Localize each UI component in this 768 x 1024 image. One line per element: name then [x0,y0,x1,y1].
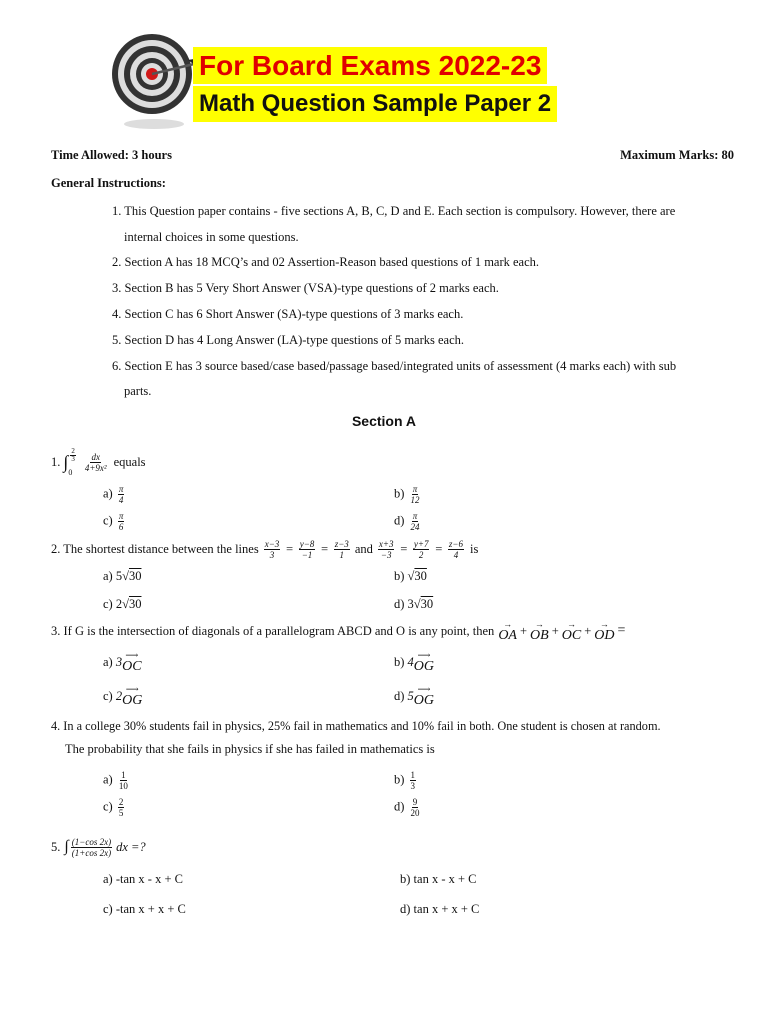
maximum-marks: Maximum Marks: 80 [620,148,734,162]
option-4d[interactable]: d) $\frac{9}{20}$ [394,797,420,818]
question-1: 1. ∫ $\frac{2}{3}$ 0 $\frac{dx}{\text{4+9x²}}$ equals [51,446,146,477]
option-3c[interactable]: c) 2 ⟶ OG [103,684,143,708]
option-2d[interactable]: d) 3√30 [394,597,434,611]
section-title: Section A [351,413,417,429]
option-1b[interactable]: b) $\frac{\pi}{12}$ [394,484,420,505]
general-instructions-title: General Instructions: [51,176,166,190]
option-3d[interactable]: d) 5 ⟶ OG [394,684,435,708]
instruction-line: 1. This Question paper contains - five sections A, B, C, D and E. Each section is compulsory. However, there are [112,204,676,218]
option-3a[interactable]: a) 3 ⟶ OC [103,650,142,674]
instruction-line: 6. Section E has 3 source based/case based/passage based/integrated units of assessment (4 marks each) with sub [112,359,677,373]
instruction-line: parts. [124,384,152,398]
option-5b[interactable]: b) tan x - x + C [400,872,477,886]
option-5d[interactable]: d) tan x + x + C [400,902,480,916]
instruction-line: 4. Section C has 6 Short Answer (SA)-type questions of 3 marks each. [112,307,464,321]
option-2c[interactable]: c) 2√30 [103,597,142,611]
option-4b[interactable]: b) $\frac{1}{3}$ [394,770,416,791]
option-5c[interactable]: c) -tan x + x + C [103,902,186,916]
instruction-line: 5. Section D has 4 Long Answer (LA)-type questions of 5 marks each. [112,333,465,347]
question-2: 2. The shortest distance between the lines $\frac{x-3}{3}$ = $\frac{y-8}{-1}$ = $\frac{z-3}{1}$ and $\frac{x+3}{-3}$ = $\frac{y+7}{2}$ = $\frac{z-6}{4}$ is [51,538,479,560]
instruction-line: 2. Section A has 18 MCQ’s and 02 Assertion-Reason based questions of 1 mark each. [112,255,540,269]
question-4-line2: The probability that she fails in physics if she has failed in mathematics is [65,742,435,756]
time-allowed: Time Allowed: 3 hours [51,148,172,162]
option-4a[interactable]: a) $\frac{1}{10}$ [103,770,128,791]
instruction-line: 3. Section B has 5 Very Short Answer (VSA)-type questions of 2 marks each. [112,281,499,295]
option-3b[interactable]: b) 4 ⟶ OG [394,650,435,674]
banner-title: For Board Exams 2022-23 [193,47,547,84]
option-2a[interactable]: a) 5√30 [103,569,142,583]
option-4c[interactable]: c) $\frac{2}{5}$ [103,797,124,818]
option-1d[interactable]: d) $\frac{\pi}{24}$ [394,511,420,532]
target-with-arrow-icon [108,26,204,132]
vector-sum: → OA + → OB + → OC + → OD = [498,618,626,643]
question-5: 5. ∫ $\frac{(1-\cos 2x)}{(1+\cos 2x)}$ dx =? [51,836,146,858]
option-5a[interactable]: a) -tan x - x + C [103,872,183,886]
option-1c[interactable]: c) $\frac{\pi}{6}$ [103,511,124,532]
instruction-line: internal choices in some questions. [124,230,299,244]
integral-expression: ∫ $\frac{2}{3}$ 0 $\frac{dx}{\text{4+9x²}}$ [63,446,107,477]
banner-subtitle: Math Question Sample Paper 2 [193,86,557,122]
option-2b[interactable]: b) √30 [394,569,427,583]
question-3: 3. If G is the intersection of diagonals of a parallelogram ABCD and O is any point, then → OA + → OB + → OC + → OD = [51,618,626,643]
option-1a[interactable]: a) $\frac{\pi}{4}$ [103,484,124,505]
question-4-line1: 4. In a college 30% students fail in physics, 25% fail in mathematics and 10% fail in both. One student is chosen at random. [51,719,661,733]
